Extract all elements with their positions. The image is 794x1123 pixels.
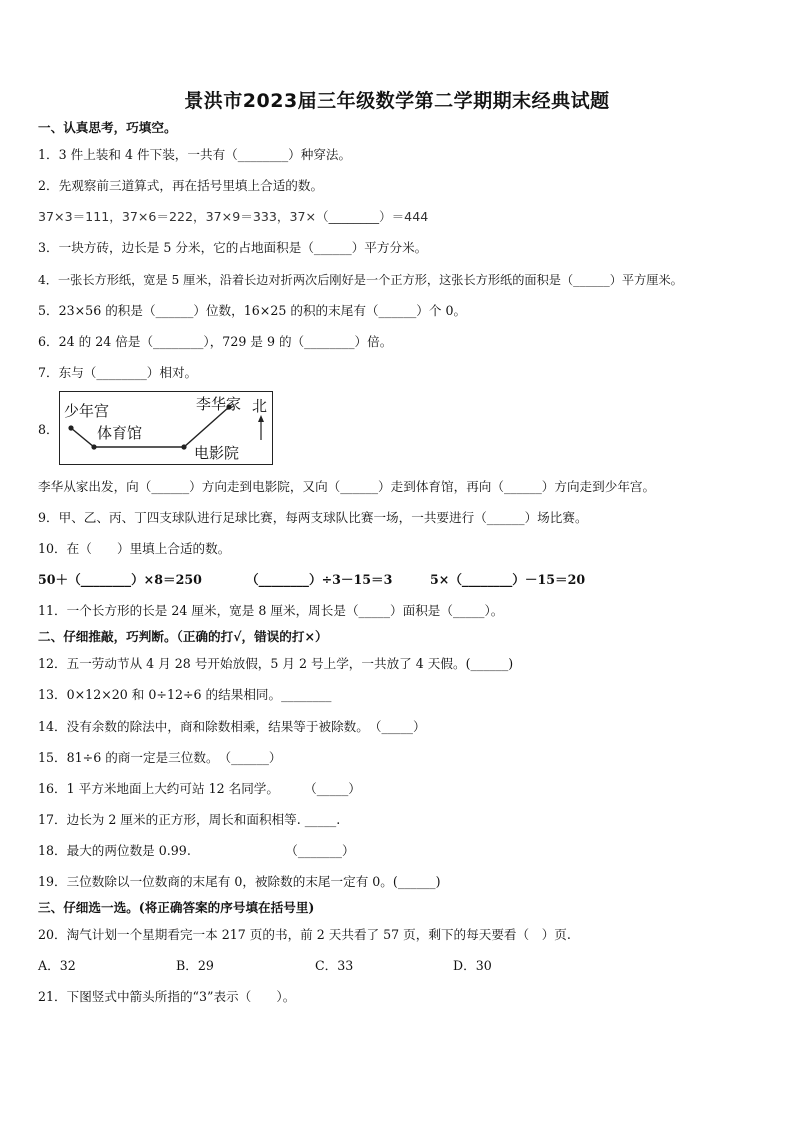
question-9: 9．甲、乙、丙、丁四支球队进行足球比赛，每两支球队比赛一场，一共要进行（______）场比赛。 [38,510,588,525]
option-c: C．33 [315,958,354,973]
question-17: 17．边长为 2 厘米的正方形，周长和面积相等. _____. [38,812,341,827]
option-b: B．29 [176,958,214,973]
question-10-eq-3: 5×（________）－15＝20 [430,572,586,587]
question-18: 18．最大的两位数是 0.99. （_______） [38,843,355,858]
option-d: D．30 [453,958,492,973]
question-12: 12．五一劳动节从 4 月 28 号开始放假，5 月 2 号上学，一共放了 4 天假。(______) [38,656,514,671]
question-14: 14．没有余数的除法中，商和除数相乘，结果等于被除数。 （_____） [38,719,426,734]
direction-map [59,391,273,465]
question-8-text: 李华从家出发，向（______）方向走到电影院，又向（______）走到体育馆，再向（______）方向走到少年宫。 [38,479,656,494]
question-19: 19．三位数除以一位数商的末尾有 0，被除数的末尾一定有 0。(______) [38,874,441,889]
section-2-heading: 二、仔细推敲，巧判断。（正确的打√，错误的打×） [38,629,328,644]
question-6: 6．24 的 24 倍是（________），729 是 9 的（________）倍。 [38,334,393,349]
question-11: 11．一个长方形的长是 24 厘米，宽是 8 厘米，周长是（_____）面积是（_____）。 [38,603,504,618]
label-north: 北 [252,397,268,415]
point-shaoniangong [68,425,73,430]
question-7: 7．东与（________）相对。 [38,365,198,380]
question-15: 15．81÷6 的商一定是三位数。 （______） [38,750,282,765]
section-1-heading: 一、认真思考，巧填空。 [38,120,177,135]
question-13: 13．0×12×20 和 0÷12÷6 的结果相同。________ [38,687,332,702]
section-3-heading: 三、仔细选一选。(将正确答案的序号填在括号里) [38,900,315,915]
question-8-number: 8． [38,422,59,437]
question-2-formula: 37×3＝111，37×6＝222，37×9＝333，37×（________）＝444 [38,209,429,224]
question-10: 10．在（ ）里填上合适的数。 [38,541,231,556]
question-1: 1．3 件上装和 4 件下装，一共有（________）种穿法。 [38,147,352,162]
question-4: 4．一张长方形纸，宽是 5 厘米，沿着长边对折两次后刚好是一个正方形，这张长方形纸的面积是（______）平方厘米。 [38,273,683,287]
label-lihuajia: 李华家 [196,395,242,413]
question-10-eq-2: （________）÷3－15＝3 [246,572,393,587]
label-tiyuguan: 体育馆 [97,424,143,442]
point-dianyingyuan [181,444,186,449]
question-20: 20．淘气计划一个星期看完一本 217 页的书，前 2 天共看了 57 页，剩下的每天要看（ ）页. [38,927,571,942]
question-3: 3．一块方砖，边长是 5 分米，它的占地面积是（______）平方分米。 [38,240,428,255]
question-2: 2．先观察前三道算式，再在括号里填上合适的数。 [38,178,324,193]
page-title: 景洪市2023届三年级数学第二学期期末经典试题 [184,90,610,112]
question-5: 5．23×56 的积是（______）位数，16×25 的积的末尾有（______）个 0。 [38,303,467,318]
label-shaoniangong: 少年宫 [64,402,110,420]
question-16: 16．1 平方米地面上大约可站 12 名同学。 （_____） [38,781,361,796]
label-dianyingyuan: 电影院 [194,444,240,462]
north-arrow-head [258,415,264,422]
question-10-eq-1: 50＋（________）×8＝250 [38,572,202,587]
question-21: 21．下图竖式中箭头所指的“3”表示（ ）。 [38,989,296,1004]
option-a: A．32 [38,958,76,973]
point-tiyuguan [91,444,96,449]
